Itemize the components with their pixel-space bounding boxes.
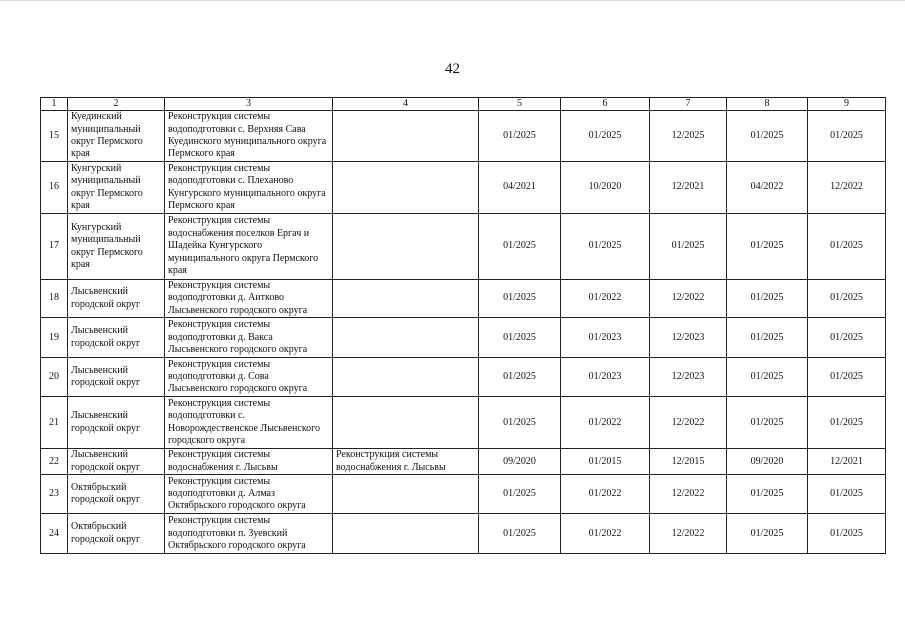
col6-cell: 01/2022 — [561, 397, 650, 449]
col7-cell: 12/2023 — [650, 318, 727, 358]
col5-cell: 01/2025 — [479, 111, 561, 162]
col9-cell: 01/2025 — [808, 514, 886, 554]
project-cell: Реконструкция системы водоподготовки д. Сова Лысьвенского городского округа — [165, 358, 333, 397]
table-row — [41, 514, 886, 554]
col6-cell: 01/2023 — [561, 318, 650, 358]
column-header: 6 — [561, 98, 650, 111]
column-header: 9 — [808, 98, 886, 111]
municipality-cell: Октябрьский городской округ — [68, 514, 165, 554]
row-number-cell: 16 — [41, 162, 68, 214]
col5-cell: 01/2025 — [479, 358, 561, 397]
table-row — [41, 162, 886, 214]
col5-cell: 04/2021 — [479, 162, 561, 214]
project-cell: Реконструкция системы водоподготовки п. Зуевский Октябрьского городского округа — [165, 514, 333, 554]
col8-cell: 01/2025 — [727, 214, 808, 280]
col9-cell: 01/2025 — [808, 358, 886, 397]
col4-cell — [333, 280, 479, 318]
schedule-table — [40, 97, 886, 554]
col6-cell: 01/2025 — [561, 111, 650, 162]
col9-cell: 01/2025 — [808, 280, 886, 318]
col4-cell — [333, 475, 479, 514]
row-number-cell: 15 — [41, 111, 68, 162]
row-number-cell: 18 — [41, 280, 68, 318]
col8-cell: 09/2020 — [727, 449, 808, 475]
col4-cell — [333, 358, 479, 397]
col4-cell — [333, 397, 479, 449]
row-number-cell: 21 — [41, 397, 68, 449]
col6-cell: 01/2022 — [561, 280, 650, 318]
col8-cell: 01/2025 — [727, 397, 808, 449]
col7-cell: 12/2025 — [650, 111, 727, 162]
col8-cell: 01/2025 — [727, 475, 808, 514]
page-number: 42 — [445, 61, 460, 77]
col5-cell: 01/2025 — [479, 214, 561, 280]
scan-edge-line — [0, 0, 905, 1]
municipality-cell: Лысьвенский городской округ — [68, 318, 165, 358]
table-row — [41, 358, 886, 397]
col5-cell: 01/2025 — [479, 397, 561, 449]
col6-cell: 01/2015 — [561, 449, 650, 475]
col7-cell: 12/2022 — [650, 475, 727, 514]
table-row — [41, 214, 886, 280]
row-number-cell: 23 — [41, 475, 68, 514]
col4-cell — [333, 318, 479, 358]
table-row — [41, 280, 886, 318]
municipality-cell: Лысьвенский городской округ — [68, 449, 165, 475]
col7-cell: 12/2022 — [650, 280, 727, 318]
column-header: 4 — [333, 98, 479, 111]
col8-cell: 01/2025 — [727, 358, 808, 397]
col6-cell: 10/2020 — [561, 162, 650, 214]
col4-cell — [333, 514, 479, 554]
col4-cell — [333, 162, 479, 214]
col8-cell: 01/2025 — [727, 318, 808, 358]
col4-cell — [333, 214, 479, 280]
col9-cell: 12/2021 — [808, 449, 886, 475]
row-number-cell: 22 — [41, 449, 68, 475]
col9-cell: 01/2025 — [808, 111, 886, 162]
municipality-cell: Лысьвенский городской округ — [68, 397, 165, 449]
column-header: 1 — [41, 98, 68, 111]
col7-cell: 01/2025 — [650, 214, 727, 280]
table-row — [41, 318, 886, 358]
col4-cell — [333, 111, 479, 162]
col5-cell: 01/2025 — [479, 318, 561, 358]
col7-cell: 12/2022 — [650, 514, 727, 554]
project-cell: Реконструкция системы водоподготовки д. Вакса Лысьвенского городского округа — [165, 318, 333, 358]
col9-cell: 01/2025 — [808, 318, 886, 358]
col9-cell: 01/2025 — [808, 397, 886, 449]
municipality-cell: Кунгурский муниципальный округ Пермского края — [68, 214, 165, 280]
column-header: 3 — [165, 98, 333, 111]
column-header: 5 — [479, 98, 561, 111]
table-row — [41, 449, 886, 475]
project-cell: Реконструкция системы водоподготовки д. Аитково Лысьвенского городского округа — [165, 280, 333, 318]
row-number-cell: 19 — [41, 318, 68, 358]
col5-cell: 01/2025 — [479, 280, 561, 318]
project-cell: Реконструкция системы водоподготовки д. Алмаз Октябрьского городского округа — [165, 475, 333, 514]
row-number-cell: 20 — [41, 358, 68, 397]
col7-cell: 12/2021 — [650, 162, 727, 214]
column-header: 2 — [68, 98, 165, 111]
row-number-cell: 17 — [41, 214, 68, 280]
col4-cell: Реконструкция системы водоснабжения г. Лысьвы — [333, 449, 479, 475]
table-header-row — [41, 98, 886, 111]
project-cell: Реконструкция системы водоснабжения поселков Ергач и Шадейка Кунгурского муниципального округа Пермского края — [165, 214, 333, 280]
col5-cell: 01/2025 — [479, 514, 561, 554]
col9-cell: 01/2025 — [808, 214, 886, 280]
col7-cell: 12/2023 — [650, 358, 727, 397]
column-header: 7 — [650, 98, 727, 111]
municipality-cell: Лысьвенский городской округ — [68, 358, 165, 397]
table-row — [41, 475, 886, 514]
col8-cell: 01/2025 — [727, 514, 808, 554]
col5-cell: 01/2025 — [479, 475, 561, 514]
col6-cell: 01/2022 — [561, 514, 650, 554]
row-number-cell: 24 — [41, 514, 68, 554]
project-cell: Реконструкция системы водоподготовки с. Новорождественское Лысьвенского городского округа — [165, 397, 333, 449]
project-cell: Реконструкция системы водоподготовки с. Плеханово Кунгурского муниципального округа Пермского края — [165, 162, 333, 214]
project-cell: Реконструкция системы водоснабжения г. Лысьвы — [165, 449, 333, 475]
col7-cell: 12/2015 — [650, 449, 727, 475]
col9-cell: 01/2025 — [808, 475, 886, 514]
col5-cell: 09/2020 — [479, 449, 561, 475]
municipality-cell: Лысьвенский городской округ — [68, 280, 165, 318]
municipality-cell: Октябрьский городской округ — [68, 475, 165, 514]
col7-cell: 12/2022 — [650, 397, 727, 449]
column-header: 8 — [727, 98, 808, 111]
col6-cell: 01/2023 — [561, 358, 650, 397]
col8-cell: 01/2025 — [727, 111, 808, 162]
table-row — [41, 397, 886, 449]
project-cell: Реконструкция системы водоподготовки с. Верхняя Сава Куединского муниципального округа Пермского края — [165, 111, 333, 162]
col6-cell: 01/2022 — [561, 475, 650, 514]
col9-cell: 12/2022 — [808, 162, 886, 214]
municipality-cell: Кунгурский муниципальный округ Пермского края — [68, 162, 165, 214]
col8-cell: 01/2025 — [727, 280, 808, 318]
col8-cell: 04/2022 — [727, 162, 808, 214]
municipality-cell: Куединский муниципальный округ Пермского края — [68, 111, 165, 162]
table-row — [41, 111, 886, 162]
col6-cell: 01/2025 — [561, 214, 650, 280]
